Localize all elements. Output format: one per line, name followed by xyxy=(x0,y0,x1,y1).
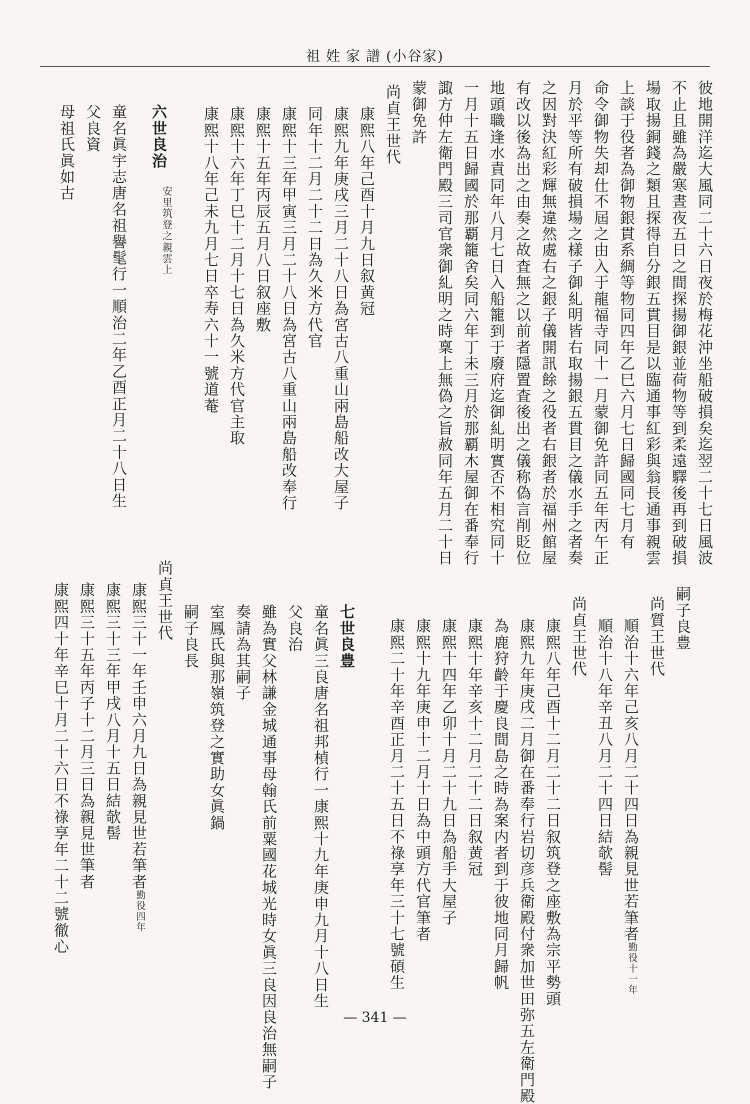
text-line: 父良資 xyxy=(84,104,102,153)
header-household: (小谷家) xyxy=(386,49,444,65)
text-line: 彼地開洋迄大風同二十六日夜於梅花沖坐船破損矣迄翌二十七日風波 xyxy=(696,80,714,566)
text-line: 室鳳氏與那嶺筑登之實助女眞鍋 xyxy=(208,604,226,831)
text-line: 場取揚銅錢之類且探得自分銀五貫目是以臨通事紅彩與翁長通事親雲 xyxy=(644,80,662,566)
text-line: 蒙御免許 xyxy=(410,80,428,145)
header-rule xyxy=(40,66,710,67)
text-line: 康熙四十年辛巳十月二十六日不祿享年二十二號徹心 xyxy=(52,582,70,955)
generation-heading: 六世良治 xyxy=(150,104,168,169)
text-line: 順治十八年辛丑八月二十四日結欹髻 xyxy=(596,618,614,878)
service-note-line: 勤役十 xyxy=(626,942,637,975)
service-note xyxy=(134,890,145,933)
generation-note xyxy=(152,186,178,276)
text-line: 康熙九年庚戌三月二十八日為宮古八重山兩島船改大屋子 xyxy=(332,106,350,511)
text-line: 康熙十五年丙辰五月八日叙座敷 xyxy=(254,106,272,333)
generation-heading: 七世良豊 xyxy=(338,604,356,669)
reign-heading: 尚質王世代 xyxy=(648,596,666,677)
text-line: 同年十二月二十二日為久米方代官 xyxy=(306,106,324,349)
text-line: 雖為實父林謙金城通事母翰氏前粟國花城光時女眞三良因良治無嗣子 xyxy=(260,604,278,1090)
text-line: 童名眞三良唐名祖邦楨行一康熙十九年庚申九月十八日生 xyxy=(312,604,330,1009)
text-line: 不止且雖為嚴寒晝夜五日之間探揚御銀並荷物等到柔遠驛後再到破損 xyxy=(670,80,688,566)
text-line: 康熙八年己酉十二月二十二日叙筑登之座敷為宗平勢頭 xyxy=(544,618,562,1007)
text-line xyxy=(618,618,644,996)
running-header xyxy=(0,46,750,66)
text-line-body: 順治十六年己亥八月二十四日為親見世若筆者 xyxy=(622,618,640,942)
text-line: 上談于役者為御物銀貫系綢等物同四年乙巳六月七日歸國同七月有 xyxy=(618,80,636,550)
header-family-name: 祖姓家譜 xyxy=(306,49,387,65)
reign-heading: 尚貞王世代 xyxy=(156,560,174,641)
service-note xyxy=(626,942,637,996)
text-line: 康熙十九年庚申十二月十日為中頭方代官筆者 xyxy=(414,618,432,942)
text-line: 康熙十六年丁巳十二月十七日為久米方代官主取 xyxy=(228,106,246,447)
text-line: 奏請為其嗣子 xyxy=(234,604,252,702)
text-line: 康熙三十三年甲戌八月十五日結欹髻 xyxy=(104,582,122,842)
text-line: 一月十五日歸國於那覇籠舍矣同六年丁未三月於那覇木屋御在番奉行 xyxy=(462,80,480,566)
service-note-line: 勤役 xyxy=(134,889,145,912)
text-line: 康熙十年辛亥十二月二十二日叙黄冠 xyxy=(466,618,484,878)
text-line: 為鹿狩齡于慶良間島之時為案内者到于彼地同月歸帆 xyxy=(492,618,510,991)
text-line xyxy=(126,582,152,933)
text-line: 地頭職逢水責同年八月七日入船籠到于廢府迄御糺明實否不相究同十 xyxy=(488,80,506,566)
text-line: 命令御物失却仕不屆之由入于龍福寺同十一月蒙御免許同五年丙午正 xyxy=(592,80,610,566)
text-line: 父良治 xyxy=(286,604,304,653)
reign-heading: 尚貞王世代 xyxy=(570,596,588,677)
text-line: 康熙十三年甲寅三月二十八日為宮古八重山兩島船改奉行 xyxy=(280,106,298,511)
text-line: 康熙八年己酉十月九日叙黄冠 xyxy=(358,106,376,317)
text-line: 童名眞宇志唐名祖譽髦行一順治二年乙酉正月二十八日生 xyxy=(110,104,128,509)
page-number: — 341 — xyxy=(343,1010,407,1026)
service-note-line: 四年 xyxy=(134,911,145,933)
text-line: 康熙三十五年丙子十二月三日為親見世筆者 xyxy=(78,582,96,890)
text-line: 諏方仲左衛門殿三司官衆御糺明之時稟上無偽之旨赦同年五月二十日 xyxy=(436,80,454,566)
text-line: 康熙二十年辛酉正月二十五日不祿享年三十七號碩生 xyxy=(388,618,406,991)
text-line: 嗣子良豊 xyxy=(674,586,692,651)
text-line: 嗣子良長 xyxy=(182,604,200,669)
service-note-line: 一年 xyxy=(626,974,637,996)
text-line: 康熙十八年己未九月七日卒寿六十一號道菴 xyxy=(202,106,220,414)
text-line: 康熙九年庚戌二月御在番奉行岩切彦兵衛殿付衆加世田弥五左衛門殿 xyxy=(518,618,536,1104)
text-line: 康熙十四年乙卯十月二十九日為船手大屋子 xyxy=(440,618,458,926)
text-line: 母祖氏眞如古 xyxy=(58,104,76,202)
text-line-body: 康熙三十一年壬申六月九日為親見世若筆者 xyxy=(130,582,148,890)
text-line: 月於平等所有破損場之樣子御糺明皆右取揚銀五貫目之儀水手之者奏 xyxy=(566,80,584,566)
text-line: 之因對決紅彩輝無違然處右之銀子儀開訊餘之役者右銀者於福州館屋 xyxy=(540,80,558,566)
reign-heading: 尚貞王世代 xyxy=(384,84,402,165)
text-line: 有改以後為出之由奏之故査無之以前者隱置査後出之儀称偽言削貶位 xyxy=(514,80,532,566)
generation-note-text: 安里筑登之親雲上 xyxy=(160,186,171,276)
